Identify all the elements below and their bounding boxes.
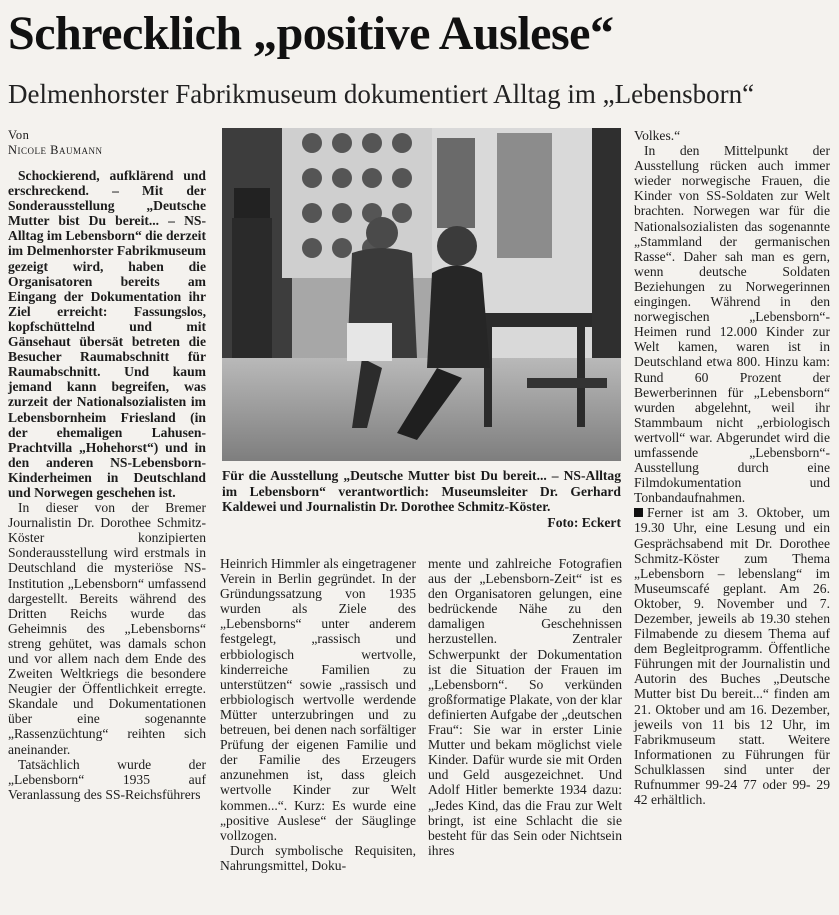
event-text: Ferner ist am 3. Oktober, um 19.30 Uhr, eine Lesung und ein Gesprächsabend mit Dr. Dorothee Schmitz-Köster zum Thema „Lebensborn – lebenslang“ im Museumscafé geplant. Am 26. Oktober, 9. November und 7. Dezember, jeweils ab 19.30 stehen Filmabende zu diesem Thema auf dem Begleitprogramm. Öffentliche Führungen mit der Journalistin und Autorin des Buches „Deutsche Mutter bist Du bereit...“ finden am 21. Oktober und am 16. Dezember, jeweils von 11 bis 12 Uhr, im Fabrikmuseum statt. Weitere Informationen zu Führungen für Schulklassen sind unter der Rufnummer 99-24 77 oder 99- 29 42 erhältlich.	[634, 505, 830, 808]
subheadline: Delmenhorster Fabrikmuseum dokumentiert Alltag im „Lebensborn“	[8, 79, 755, 109]
column-3	[428, 556, 622, 858]
paragraph: Heinrich Himmler als eingetragener Verein in Berlin gegründet. In der Gründungssatzung von 1935 wurden als Ziele des „Lebensborns“ unter anderem festgelegt, „rassisch und erbbiologisch wertvolle, kinderreiche Familien zu unterstützen“ sowie „rassisch und erbbiologisch wertvolle werdende Mütter unterzubringen und zu betreuen, bei denen nach sorfältiger Prüfung der eigenen Familie und der Familie des Erzeugers anzunehmen ist, dass gleich wertvolle Kinder zur Welt kommen...“. Kurz: Es wurde eine „positive Auslese“ der Säuglinge vollzogen.	[220, 556, 416, 843]
paragraph: Volkes.“	[634, 128, 681, 143]
event-paragraph	[634, 505, 830, 807]
paragraph: In den Mittelpunkt der Ausstellung rücken auch immer wieder norwegische Frauen, die Kinder von SS-Soldaten zur Welt brachten. Norwegen war für die Nationalsozialisten das sogenannte „Stammland der germanischen Rasse“. Daher sah man es gern, wenn deutsche Soldaten Beziehungen zu Norwegerinnen eingingen. Während in den norwegischen „Lebensborn“-Heimen rund 12.000 Kinder zur Welt kamen, waren ist in Deutschland etwa 800. Hinzu kam: Rund 60 Prozent der Bewerberinnen für „Lebensborn“ wurden abgelehnt, weil ihr Stammbaum nicht „erbiologisch wertvoll“ war. Abgerundet wird die umfassende „Lebensborn“-Ausstellung durch eine Filmdokumentation und Tonbandaufnahmen.	[634, 143, 830, 506]
lead-paragraph: Schockierend, aufklärend und erschreckend. – Mit der Sonderausstellung „Deutsche Mutter bist Du bereit... – NS-Alltag im Lebensborn“ die derzeit im Delmenhorster Fabrikmuseum gezeigt wird, haben die Organisatoren bereits am Eingang der Dokumentation ihr Ziel erreicht: Fassungslos, kopfschüttelnd und mit Gänsehaut übersät betreten die Besucher Raumabschnitt für Raumabschnitt. Und kaum jemand kann begreifen, was zurzeit der Nationalsozialisten im Lebensbornheim Friesland (in der ehemaligen Lahusen-Prachtvilla „Hohehorst“) und in den anderen NS-Lebensborn-Kinderheimen in Deutschland und Norwegen geschehen ist.	[8, 168, 206, 500]
column-4	[634, 128, 830, 807]
byline-von: Von	[8, 128, 30, 142]
paragraph: Durch symbolische Requisiten, Nahrungsmittel, Doku-	[220, 842, 416, 873]
paragraph: In dieser von der Bremer Journalistin Dr. Dorothee Schmitz-Köster konzipierten Sonderausstellung wird erstmals in Deutschland die mysteriöse NS-Institution „Lebensborn“ umfassend dargestellt. Bereits während des Dritten Reichs wurde das Geheimnis des „Lebensborns“ streng gehütet, was damals schon und vor allem nach dem Ende des Zweiten Weltkriegs die besondere Neugier der Öffentlichkeit erregte. Skandale und Dokumentationen über eine sogenannte „Rassenzüchtung“ reihten sich aneinander.	[8, 500, 206, 757]
caption-text: Für die Ausstellung „Deutsche Mutter bist Du bereit... – NS-Alltag im Lebensborn“ verantwortlich: Museumsleiter Dr. Gerhard Kaldewei und Journalistin Dr. Dorothee Schmitz-Köster.	[222, 468, 621, 514]
column-1	[8, 128, 206, 802]
paragraph: mente und zahlreiche Fotografien aus der „Lebensborn-Zeit“ ist es den Organisatoren gelungen, eine bedrückende Nähe zu den damaligen Geschehnissen herzustellen. Zentraler Schwerpunkt der Dokumentation ist die Situation der Frauen im „Lebensborn“. So verkünden großformatige Plakate, von der klar definierten Aufgabe der „deutschen Frau“: Sie war in erster Linie Mutter und bekam möglichst viele Kinder. Dafür wurde sie mit Orden und Geld ausgezeichnet. Und Adolf Hitler bemerkte 1934 dazu: „Jedes Kind, das die Frau zur Welt bringt, ist eine Schlacht die sie besteht für das Sein oder Nichtsein ihres	[428, 556, 622, 858]
photo-illustration	[222, 128, 621, 461]
paragraph: Tatsächlich wurde der „Lebensborn“ 1935 auf Veranlassung des SS-Reichsführers	[8, 756, 206, 802]
bullet-icon	[634, 508, 643, 517]
byline	[8, 128, 206, 158]
headline: Schrecklich „positive Auslese“	[8, 7, 614, 60]
photo-credit: Foto: Eckert	[547, 514, 621, 530]
photo-caption	[222, 468, 621, 530]
article-photo	[222, 128, 621, 461]
byline-author: Nicole Baumann	[8, 143, 103, 157]
column-2	[220, 556, 416, 873]
